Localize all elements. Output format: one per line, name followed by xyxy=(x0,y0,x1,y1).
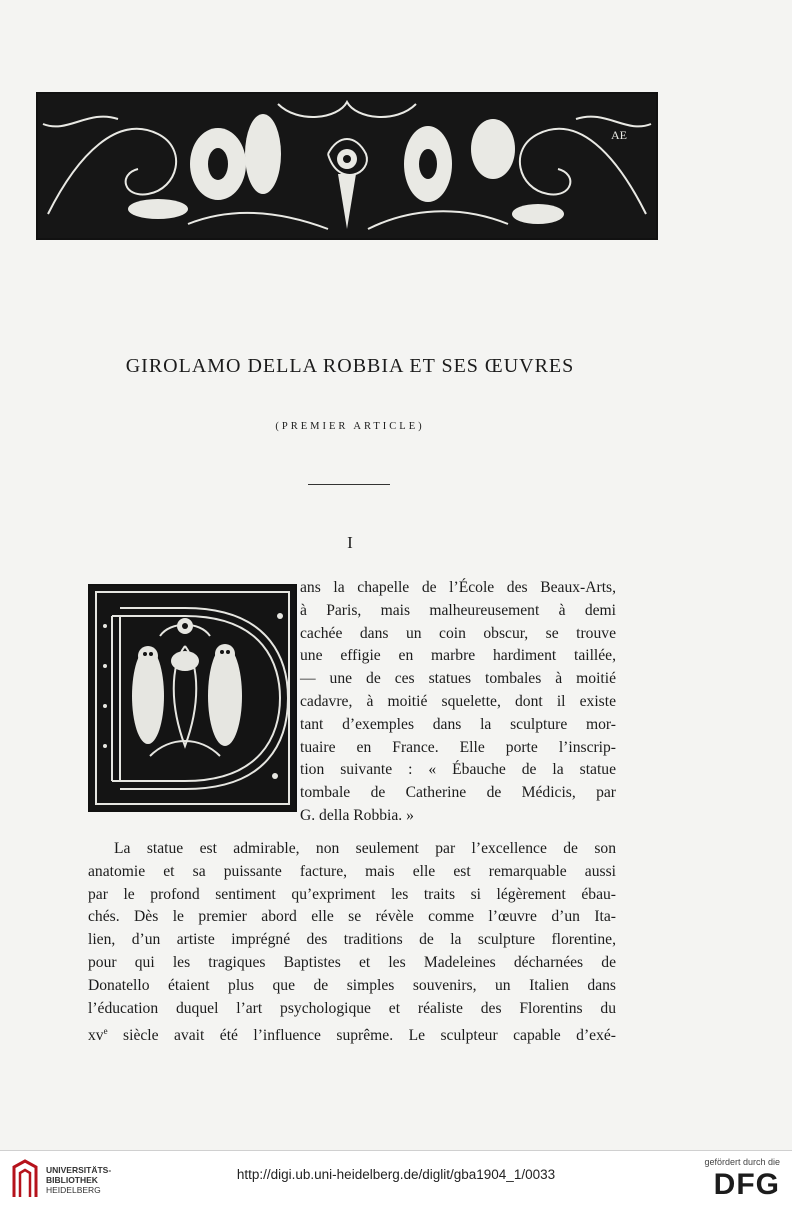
text-line: — une de ces statues tombales à moitié xyxy=(300,670,616,688)
text-line: chés. Dès le premier abord elle se révèle comme l’œuvre d’un Ita- xyxy=(88,908,616,926)
text-line: pour qui les tragiques Baptistes et les Madeleines décharnées de xyxy=(88,953,616,971)
last-line-text: siècle avait été l’influence suprême. Le sculpteur capable d’exé- xyxy=(107,1027,616,1045)
article-title: GIROLAMO DELLA ROBBIA ET SES ŒUVRES xyxy=(125,355,575,377)
text-line: anatomie et sa puissante facture, mais elle est remarquable aussi xyxy=(88,862,616,880)
institution-line: UNIVERSITÄTS- xyxy=(46,1165,112,1175)
section-number: I xyxy=(347,533,353,552)
text-line: La statue est admirable, non seulement par l’excellence de son xyxy=(114,840,616,857)
ornamental-banner xyxy=(36,92,658,240)
article-subtitle: (PREMIER ARTICLE) xyxy=(275,421,425,432)
text-line: lien, d’un artiste imprégné des traditions de la sculpture florentine, xyxy=(88,931,616,949)
text-line: tant d’exemples dans la sculpture mor- xyxy=(300,715,616,733)
viewer-footer xyxy=(0,1150,792,1208)
institution-line: BIBLIOTHEK xyxy=(46,1175,98,1185)
text-line: ans la chapelle de l’École des Beaux-Arts, xyxy=(300,579,616,596)
ornamental-initial xyxy=(88,584,297,812)
banner-monogram: AE xyxy=(611,128,627,142)
text-line: à Paris, mais malheureusement à demi xyxy=(300,601,616,619)
title-divider xyxy=(308,484,390,485)
text-line: par le profond sentiment qu’expriment les traits si légèrement ébau- xyxy=(88,885,616,903)
text-line: Donatello étaient plus que de simples souvenirs, un Italien dans xyxy=(88,976,616,994)
century-superscript: e xyxy=(103,1026,108,1037)
text-line-last xyxy=(88,1020,616,1048)
text-line: une effigie en marbre hardiment taillée, xyxy=(300,647,616,665)
century-numeral: xv xyxy=(88,1027,104,1045)
page-url-link[interactable]: http://digi.ub.uni-heidelberg.de/diglit/gba1904_1/0033 xyxy=(236,1167,556,1182)
text-line: tion suivante : « Ébauche de la statue xyxy=(300,761,616,779)
institution-line: HEIDELBERG xyxy=(46,1185,101,1195)
dfg-logo[interactable]: DFG xyxy=(713,1168,780,1201)
text-line: cachée dans un coin obscur, se trouve xyxy=(300,624,616,642)
body-paragraph xyxy=(88,838,616,1048)
text-line: cadavre, à moitié squelette, dont il existe xyxy=(300,692,616,710)
text-line: G. della Robbia. » xyxy=(300,806,414,824)
text-line: tuaire en France. Elle porte l’inscrip- xyxy=(300,738,616,756)
funder-label: gefördert durch die xyxy=(704,1157,780,1167)
drop-cap-paragraph xyxy=(300,577,616,828)
text-line: l’éducation duquel l’art psychologique et réaliste des Florentins du xyxy=(88,999,616,1017)
text-line: tombale de Catherine de Médicis, par xyxy=(300,784,616,802)
